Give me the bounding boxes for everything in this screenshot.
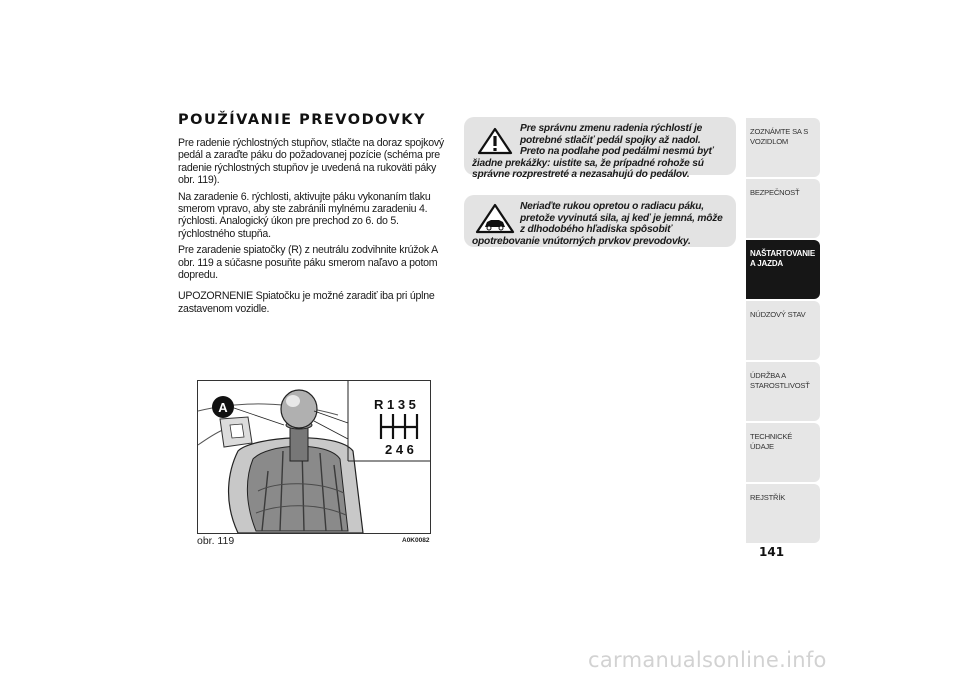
gear-lever-figure <box>197 380 431 534</box>
warning-box-clutch <box>464 117 736 181</box>
warning-triangle-icon <box>472 123 518 157</box>
car-warning-icon <box>472 201 518 235</box>
tab-technicke-udaje[interactable]: TECHNICKÉ ÚDAJE <box>746 423 820 482</box>
callout-a-label: A <box>218 400 228 415</box>
chapter-tabs <box>746 118 820 545</box>
page-title: POUŽÍVANIE PREVODOVKY <box>178 112 427 128</box>
watermark: carmanualsonline.info <box>588 648 827 672</box>
page-number: 141 <box>759 545 785 559</box>
note-paragraph: UPOZORNENIE Spiatočku je možné zaradiť iba pri úplne zastavenom vozidle. <box>178 290 435 315</box>
tab-nastartovanie[interactable]: NAŠTARTOVANIE A JAZDA <box>746 240 820 299</box>
gear-pattern-top: R 1 3 5 <box>374 397 416 412</box>
gear-lever-illustration <box>198 381 430 533</box>
warning-box-hand <box>464 195 736 247</box>
tab-udrzba[interactable]: ÚDRŽBA A STAROSTLIVOSŤ <box>746 362 820 421</box>
tab-nudzovy-stav[interactable]: NÚDZOVÝ STAV <box>746 301 820 360</box>
tab-zoznamte-sa[interactable]: ZOZNÁMTE SA S VOZIDLOM <box>746 118 820 177</box>
gear-pattern-bottom: 2 4 6 <box>385 442 414 457</box>
paragraph: Pre zaradenie spiatočky (R) z neutrálu zodvihnite krúžok A obr. 119 a súčasne posuňte páku smerom naľavo a potom dopredu. <box>178 244 438 282</box>
paragraph: Pre radenie rýchlostných stupňov, stlačte na doraz spojkový pedál a zaraďte páku do požadovanej pozície (schéma pre radenie rýchlostných stupňov je uvedená na rukoväti páky obr. 119). <box>178 137 444 187</box>
figure-caption: obr. 119 <box>197 535 235 547</box>
warning-text: Neriaďte rukou opretou o radiacu páku, pretože vyvinutá sila, aj keď je jemná, môže z dlhodobého hľadiska spôsobiť opotrebovanie vnútorných prvkov prevodovky. <box>472 201 723 247</box>
tab-bezpecnost[interactable]: BEZPEČNOSŤ <box>746 179 820 238</box>
body-text <box>178 137 450 319</box>
warning-text: Pre správnu zmenu radenia rýchlostí je potrebné stlačiť pedál spojky až nadol. Preto na podlahe pod pedálmi nesmú byť žiadne prekážky: uistite sa, že prípadné rohože sú správne rozprestreté a nezasahujú do pedálov. <box>472 123 714 181</box>
figure-code: A0K0082 <box>402 537 430 544</box>
tab-rejstrik[interactable]: REJSTŘÍK <box>746 484 820 543</box>
paragraph: Na zaradenie 6. rýchlosti, aktivujte páku vykonaním tlaku smerom vpravo, aby ste zabránili mylnému zaradeniu 4. rýchlosti. Analogický úkon pre prechod zo 6. do 5. rýchlostného stupňa. <box>178 190 431 240</box>
